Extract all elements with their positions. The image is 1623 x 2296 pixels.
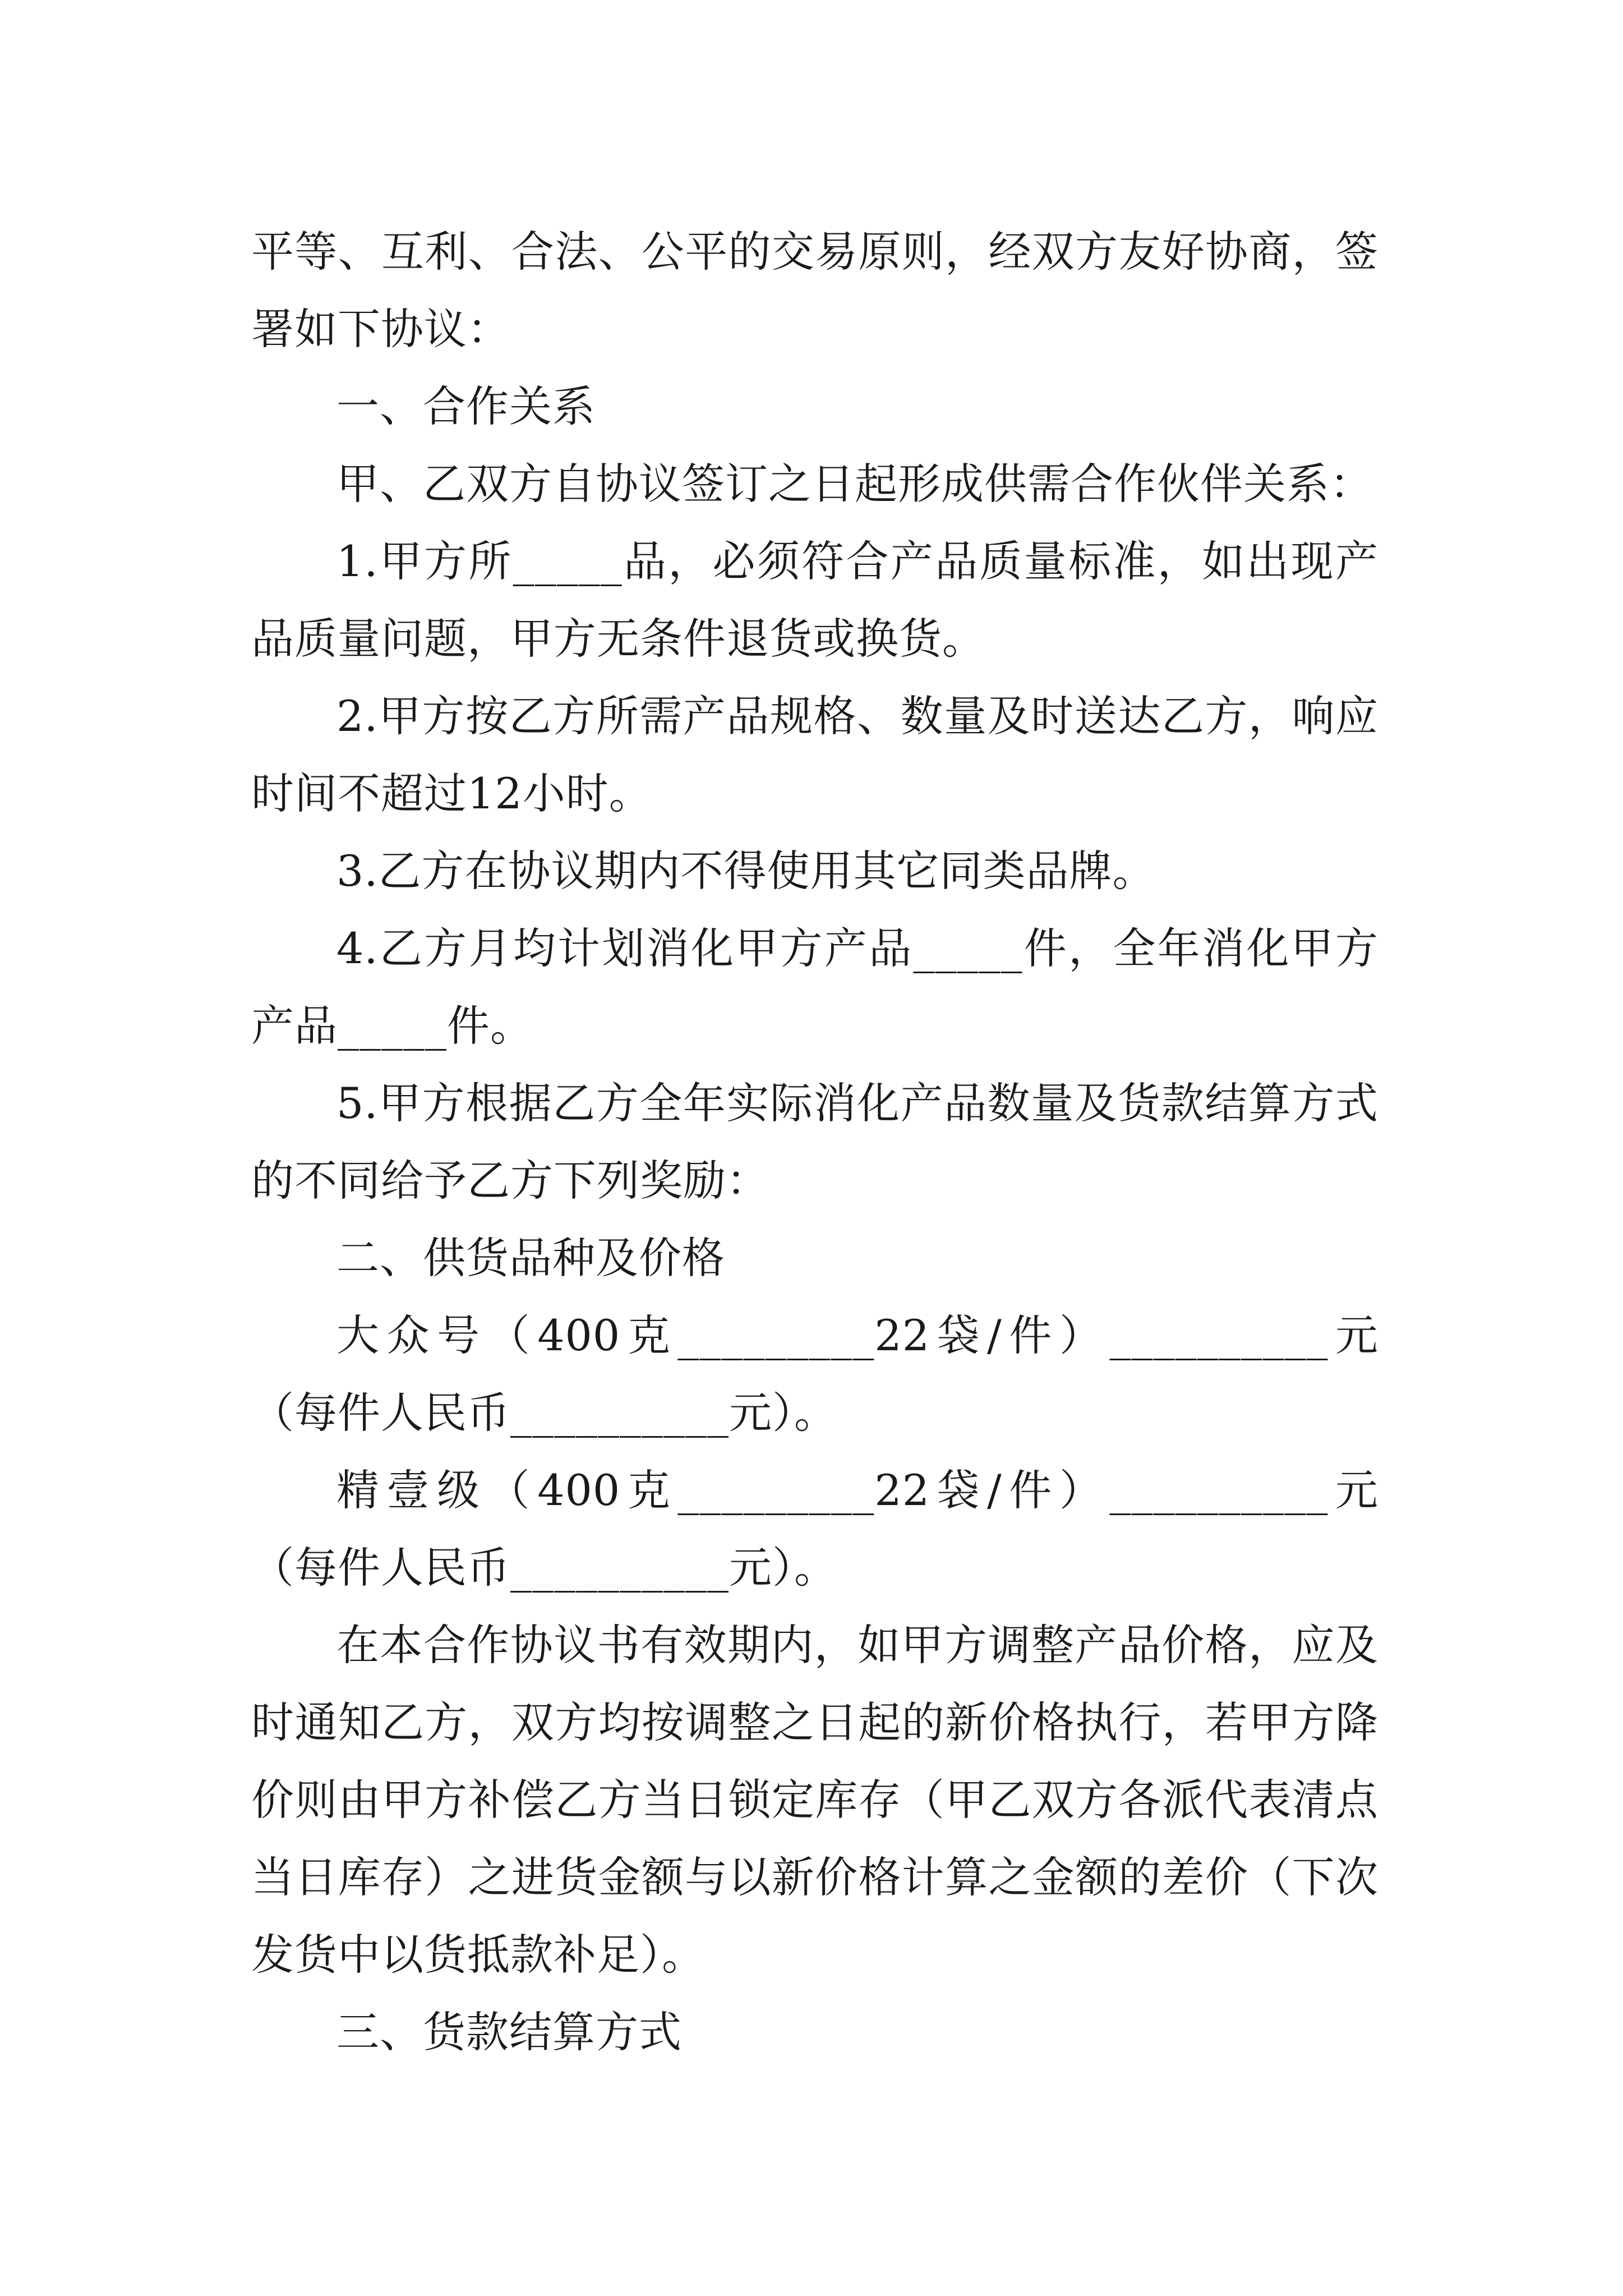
paragraph-intro-continuation: 平等、互利、合法、公平的交易原则，经双方友好协商，签署如下协议： bbox=[251, 227, 1378, 354]
price-item-jingyi: 精壹级（400克_________22袋/件）__________元（每件人民币__________元）。 bbox=[251, 1465, 1378, 1593]
price-item-dazhong: 大众号（400克_________22袋/件）__________元（每件人民币__________元）。 bbox=[251, 1310, 1378, 1438]
section-heading-supply: 二、供货品种及价格 bbox=[336, 1233, 725, 1283]
section-heading-payment: 三、货款结算方式 bbox=[336, 2007, 682, 2057]
paragraph-price-adjustment: 在本合作协议书有效期内，如甲方调整产品价格，应及时通知乙方，双方均按调整之日起的新价格执行，若甲方降价则由甲方补偿乙方当日锁定库存（甲乙双方各派代表清点当日库存）之进货金额与以新价格计算之金额的差价（下次发货中以货抵款补足）。 bbox=[251, 1620, 1378, 1980]
clause-2: 2.甲方按乙方所需产品规格、数量及时送达乙方，响应时间不超过12小时。 bbox=[251, 691, 1378, 818]
clause-3: 3.乙方在协议期内不得使用其它同类品牌。 bbox=[336, 846, 1156, 896]
paragraph-partnership: 甲、乙双方自协议签订之日起形成供需合作伙伴关系： bbox=[336, 459, 1373, 509]
clause-4: 4.乙方月均计划消化甲方产品_____件，全年消化甲方产品_____件。 bbox=[251, 923, 1378, 1051]
clause-5: 5.甲方根据乙方全年实际消化产品数量及货款结算方式的不同给予乙方下列奖励： bbox=[251, 1078, 1378, 1205]
document-body bbox=[251, 213, 1378, 2071]
section-heading-cooperation: 一、合作关系 bbox=[336, 381, 596, 431]
clause-1: 1.甲方所_____品，必须符合产品质量标准，如出现产品质量问题，甲方无条件退货或换货。 bbox=[251, 536, 1378, 664]
